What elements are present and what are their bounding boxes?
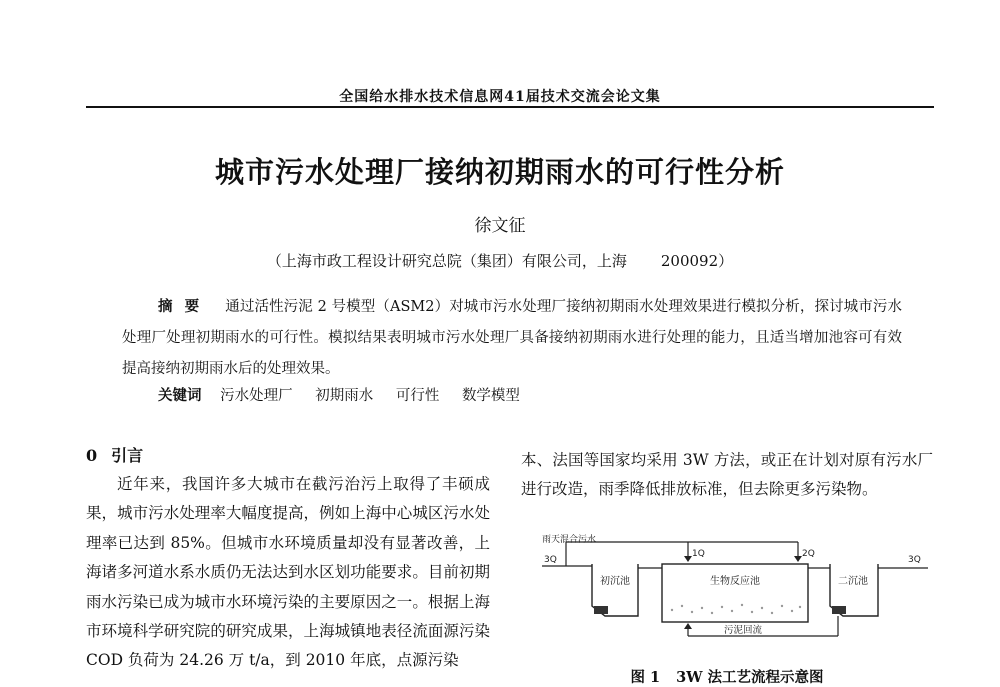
section-number: 0: [86, 446, 98, 465]
affiliation-org: （上海市政工程设计研究总院（集团）有限公司，上海: [266, 252, 627, 270]
process-flow-diagram: [530, 534, 930, 644]
return-sludge-label: 污泥回流: [724, 625, 763, 636]
affiliation-postcode: 200092）: [660, 252, 734, 270]
body-paragraph: 本、法国等国家均采用 3W 方法，或正在计划对原有污水厂进行改造，雨季降低排放标准，但去除更多污染物。: [521, 451, 933, 499]
author: 徐文征: [474, 216, 526, 236]
right-column: [521, 446, 933, 505]
primary-clarifier-label: 初沉池: [600, 576, 630, 587]
abstract-label: 摘要: [158, 298, 212, 315]
feed-1q-label: 1Q: [692, 549, 705, 559]
bioreactor-label: 生物反应池: [710, 576, 760, 587]
figure-caption: [521, 666, 933, 687]
running-header: 全国给水排水技术信息网41届技术交流会论文集: [339, 89, 661, 105]
left-column: [86, 470, 490, 676]
figure-number: 图 1: [630, 669, 661, 686]
affiliation: [0, 250, 1000, 271]
arrow-icon: [684, 623, 692, 629]
bioreactor-tank: [662, 564, 808, 622]
figure-caption-text: 3W 法工艺流程示意图: [676, 669, 824, 686]
section-title: 引言: [111, 446, 144, 465]
keyword: 污水处理厂: [220, 388, 293, 404]
arrow-icon: [684, 556, 692, 562]
section-heading: [86, 443, 143, 466]
keywords: [122, 384, 902, 408]
inflow-label: 雨天混合污水: [542, 535, 597, 545]
paper-title: 城市污水处理厂接纳初期雨水的可行性分析: [214, 155, 785, 189]
abstract-text: 通过活性污泥 2 号模型（ASM2）对城市污水处理厂接纳初期雨水处理效果进行模拟分析，探讨城市污水处理厂处理初期雨水的可行性。模拟结果表明城市污水处理厂具备接纳初期雨水进行处理的能力，且适当增加池容可有效提高接纳初期雨水后的处理效果。: [122, 299, 903, 377]
keyword: 初期雨水: [315, 388, 374, 404]
outflow-label: 3Q: [908, 555, 921, 565]
header-rule: [86, 106, 934, 108]
body-paragraph: 近年来，我国许多大城市在截污治污上取得了丰硕成果，城市污水处理率大幅度提高，例如上海中心城区污水处理率已达到 85%。但城市水环境质量却没有显著改善，上海诸多河道水系水质仍无法达到水区划功能要求。目前初期雨水污染已成为城市水环境污染的主要原因之一。根据上海市环境科学研究院的研究成果，上海城镇地表径流面源污染COD 负荷为 24.26 万 t/a，到 2010 年底，点源污染: [86, 475, 490, 670]
feed-2q-label: 2Q: [802, 549, 815, 559]
keyword: 可行性: [395, 388, 440, 404]
sludge-layer: [594, 606, 608, 614]
abstract: [122, 291, 902, 385]
keywords-label: 关键词: [158, 387, 202, 404]
arrow-icon: [794, 556, 802, 562]
aeration-bubbles: [671, 604, 801, 614]
sludge-layer: [832, 606, 846, 614]
secondary-clarifier-label: 二沉池: [838, 576, 868, 587]
keyword: 数学模型: [461, 388, 520, 404]
inflow-flow-label: 3Q: [544, 555, 557, 565]
